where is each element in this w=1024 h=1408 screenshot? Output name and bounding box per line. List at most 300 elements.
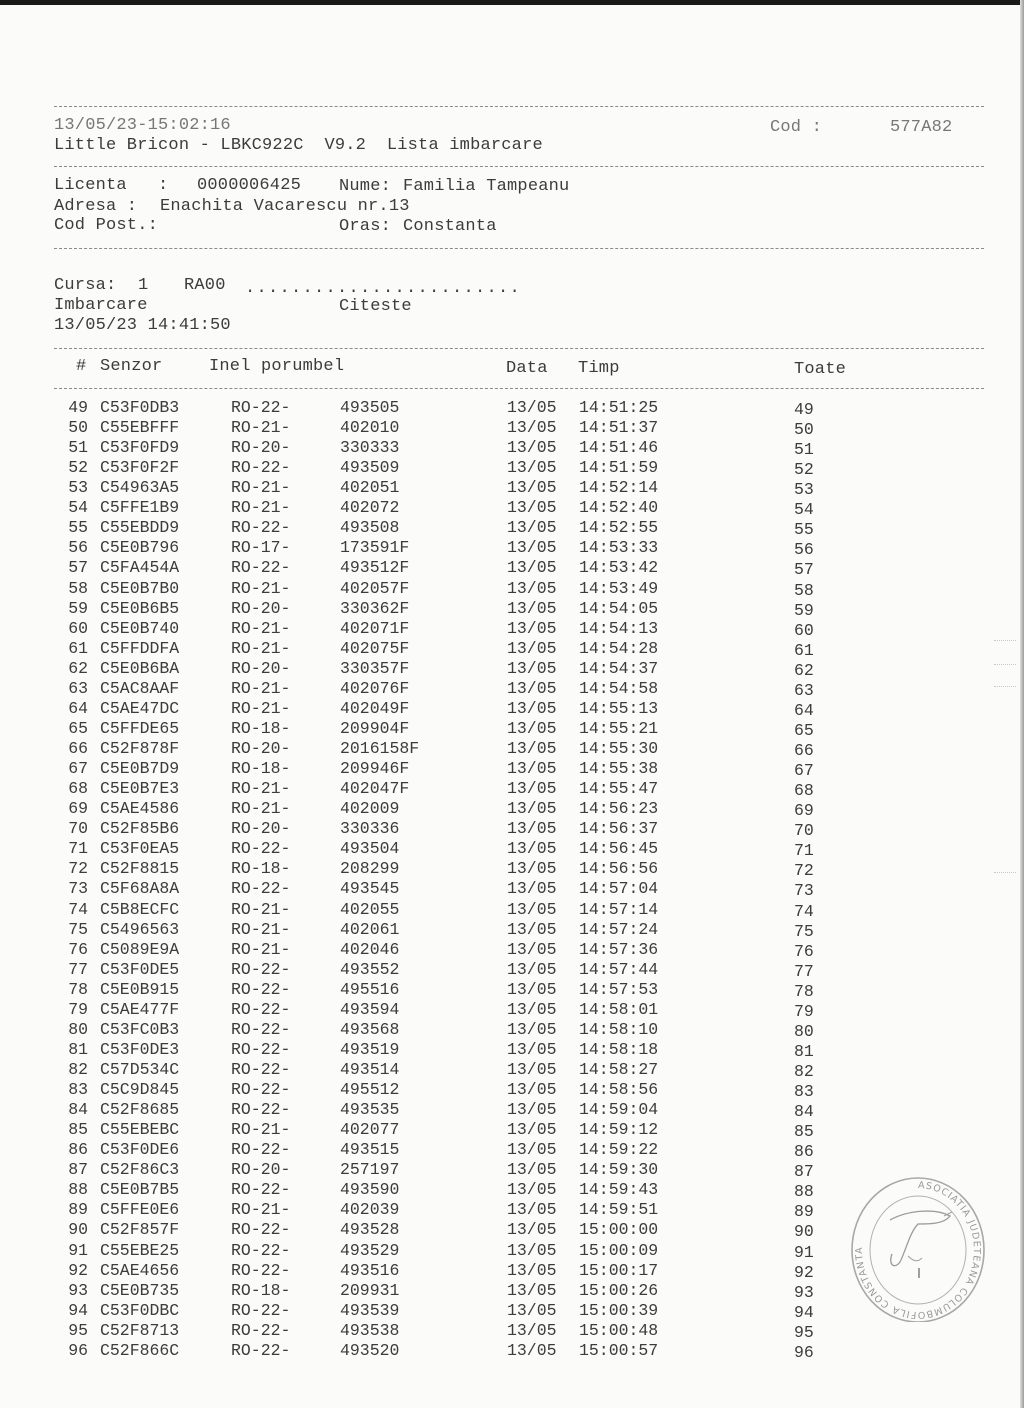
ring-prefix: RO-20- xyxy=(231,739,291,759)
arrival-date: 13/05 xyxy=(507,959,557,979)
ring-prefix: RO-22- xyxy=(231,1260,291,1280)
sensor-id: C52F8815 xyxy=(100,859,180,879)
col-header-number: # xyxy=(76,357,87,376)
ring-prefix: RO-20- xyxy=(231,819,291,839)
ring-number: 402057F xyxy=(340,578,410,598)
ring-number: 493545 xyxy=(340,879,400,899)
ring-number: 402010 xyxy=(340,418,400,438)
race-code: RA00 xyxy=(184,276,226,295)
total-count: 53 xyxy=(794,480,814,500)
sensor-id: C5FFDDFA xyxy=(100,638,180,658)
ring-prefix: RO-22- xyxy=(231,558,291,578)
sensor-id: C5E0B735 xyxy=(100,1280,180,1300)
total-count: 72 xyxy=(794,861,814,881)
table-row xyxy=(0,1080,1024,1100)
table-row xyxy=(0,819,1024,839)
total-count: 69 xyxy=(794,801,814,821)
ring-number: 402077 xyxy=(340,1120,400,1140)
arrival-date: 13/05 xyxy=(507,879,557,899)
arrival-date: 13/05 xyxy=(507,438,557,458)
ring-prefix: RO-22- xyxy=(231,518,291,538)
association-stamp xyxy=(848,1172,988,1322)
table-row xyxy=(0,1000,1024,1020)
ring-prefix: RO-21- xyxy=(231,418,291,438)
ring-number: 402055 xyxy=(340,899,400,919)
ring-prefix: RO-21- xyxy=(231,799,291,819)
row-number: 60 xyxy=(68,618,88,638)
oras-label: Oras: xyxy=(339,217,392,236)
sensor-id: C55EBFFF xyxy=(100,418,180,438)
row-number: 69 xyxy=(68,799,88,819)
arrival-date: 13/05 xyxy=(507,698,557,718)
ring-prefix: RO-22- xyxy=(231,1180,291,1200)
table-row xyxy=(0,458,1024,478)
ring-number: 173591F xyxy=(340,538,410,558)
ring-prefix: RO-20- xyxy=(231,658,291,678)
ring-prefix: RO-22- xyxy=(231,959,291,979)
arrival-date: 13/05 xyxy=(507,1100,557,1120)
sensor-id: C52F866C xyxy=(100,1340,180,1360)
row-number: 63 xyxy=(68,678,88,698)
table-row xyxy=(0,759,1024,779)
ring-number: 209946F xyxy=(340,759,410,779)
row-number: 81 xyxy=(68,1039,88,1059)
ring-prefix: RO-21- xyxy=(231,478,291,498)
row-number: 76 xyxy=(68,939,88,959)
arrival-date: 13/05 xyxy=(507,518,557,538)
sensor-id: C55EBE25 xyxy=(100,1240,180,1260)
ring-number: 493568 xyxy=(340,1019,400,1039)
oras-value: Constanta xyxy=(403,217,497,236)
total-count: 56 xyxy=(794,540,814,560)
row-number: 85 xyxy=(68,1120,88,1140)
total-count: 66 xyxy=(794,741,814,761)
sensor-id: C5AE47DC xyxy=(100,698,180,718)
total-count: 59 xyxy=(794,600,814,620)
row-number: 55 xyxy=(68,518,88,538)
arrival-time: 14:55:47 xyxy=(579,779,659,799)
row-number: 86 xyxy=(68,1140,88,1160)
cod-value: 577A82 xyxy=(890,118,953,137)
table-row xyxy=(0,839,1024,859)
arrival-time: 14:57:14 xyxy=(579,899,659,919)
ring-number: 493520 xyxy=(340,1340,400,1360)
sensor-id: C52F86C3 xyxy=(100,1160,180,1180)
arrival-date: 13/05 xyxy=(507,919,557,939)
arrival-date: 13/05 xyxy=(507,1300,557,1320)
table-row xyxy=(0,538,1024,558)
scan-speck xyxy=(994,664,1016,665)
ring-prefix: RO-21- xyxy=(231,618,291,638)
total-count: 86 xyxy=(794,1142,814,1162)
ring-number: 402051 xyxy=(340,478,400,498)
total-count: 51 xyxy=(794,440,814,460)
ring-prefix: RO-22- xyxy=(231,979,291,999)
sensor-id: C5FA454A xyxy=(100,558,180,578)
ring-number: 402071F xyxy=(340,618,410,638)
arrival-date: 13/05 xyxy=(507,1240,557,1260)
arrival-date: 13/05 xyxy=(507,1039,557,1059)
total-count: 74 xyxy=(794,901,814,921)
row-number: 72 xyxy=(68,859,88,879)
row-number: 67 xyxy=(68,759,88,779)
arrival-date: 13/05 xyxy=(507,498,557,518)
ring-prefix: RO-21- xyxy=(231,779,291,799)
arrival-time: 14:53:42 xyxy=(579,558,659,578)
row-number: 79 xyxy=(68,999,88,1019)
ring-number: 495516 xyxy=(340,979,400,999)
sensor-id: C5E0B7B5 xyxy=(100,1180,180,1200)
row-number: 59 xyxy=(68,598,88,618)
ring-prefix: RO-20- xyxy=(231,598,291,618)
arrival-date: 13/05 xyxy=(507,658,557,678)
ring-number: 493505 xyxy=(340,398,400,417)
total-count: 52 xyxy=(794,460,814,480)
arrival-date: 13/05 xyxy=(507,1180,557,1200)
col-header-data: Data xyxy=(506,359,548,378)
total-count: 61 xyxy=(794,640,814,660)
table-row xyxy=(0,940,1024,960)
row-number: 88 xyxy=(68,1180,88,1200)
sensor-id: C53F0DBC xyxy=(100,1300,180,1320)
ring-prefix: RO-18- xyxy=(231,859,291,879)
ring-number: 493515 xyxy=(340,1140,400,1160)
table-row xyxy=(0,1341,1024,1361)
cursa-label: Cursa: xyxy=(54,276,117,295)
arrival-time: 14:54:13 xyxy=(579,618,659,638)
ring-prefix: RO-21- xyxy=(231,638,291,658)
row-number: 84 xyxy=(68,1100,88,1120)
sensor-id: C52F8685 xyxy=(100,1100,180,1120)
arrival-date: 13/05 xyxy=(507,578,557,598)
ring-prefix: RO-21- xyxy=(231,578,291,598)
arrival-date: 13/05 xyxy=(507,638,557,658)
total-count: 68 xyxy=(794,781,814,801)
ring-prefix: RO-18- xyxy=(231,1280,291,1300)
arrival-time: 15:00:09 xyxy=(579,1240,659,1260)
row-number: 94 xyxy=(68,1300,88,1320)
arrival-date: 13/05 xyxy=(507,939,557,959)
ring-number: 493538 xyxy=(340,1320,400,1340)
arrival-time: 14:53:33 xyxy=(579,538,659,558)
arrival-date: 13/05 xyxy=(507,799,557,819)
total-count: 89 xyxy=(794,1202,814,1222)
arrival-time: 14:52:40 xyxy=(579,498,659,518)
race-dots: ........................ xyxy=(245,279,522,298)
arrival-time: 14:55:30 xyxy=(579,739,659,759)
table-row xyxy=(0,1020,1024,1040)
row-number: 80 xyxy=(68,1019,88,1039)
total-count: 93 xyxy=(794,1282,814,1302)
arrival-time: 14:59:22 xyxy=(579,1140,659,1160)
ring-prefix: RO-18- xyxy=(231,759,291,779)
arrival-date: 13/05 xyxy=(507,979,557,999)
ring-number: 493528 xyxy=(340,1220,400,1240)
table-row xyxy=(0,799,1024,819)
table-row xyxy=(0,1321,1024,1341)
arrival-date: 13/05 xyxy=(507,1340,557,1360)
sensor-id: C52F857F xyxy=(100,1220,180,1240)
ring-prefix: RO-21- xyxy=(231,498,291,518)
row-number: 68 xyxy=(68,779,88,799)
arrival-date: 13/05 xyxy=(507,899,557,919)
ring-number: 493539 xyxy=(340,1300,400,1320)
arrival-time: 14:57:36 xyxy=(579,939,659,959)
table-row xyxy=(0,1140,1024,1160)
separator-race xyxy=(54,348,984,349)
ring-number: 402009 xyxy=(340,799,400,819)
ring-number: 257197 xyxy=(340,1160,400,1180)
ring-number: 493509 xyxy=(340,458,400,478)
table-row xyxy=(0,619,1024,639)
ring-number: 402049F xyxy=(340,698,410,718)
total-count: 83 xyxy=(794,1082,814,1102)
total-count: 78 xyxy=(794,981,814,1001)
arrival-date: 13/05 xyxy=(507,1260,557,1280)
arrival-date: 13/05 xyxy=(507,458,557,478)
total-count: 94 xyxy=(794,1302,814,1322)
ring-prefix: RO-22- xyxy=(231,1320,291,1340)
ring-prefix: RO-22- xyxy=(231,1220,291,1240)
arrival-date: 13/05 xyxy=(507,538,557,558)
arrival-time: 14:57:44 xyxy=(579,959,659,979)
ring-prefix: RO-21- xyxy=(231,1200,291,1220)
arrival-time: 14:56:37 xyxy=(579,819,659,839)
sensor-id: C53F0DB3 xyxy=(100,398,180,417)
sensor-id: C5496563 xyxy=(100,919,180,939)
row-number: 53 xyxy=(68,478,88,498)
arrival-date: 13/05 xyxy=(507,819,557,839)
total-count: 80 xyxy=(794,1021,814,1041)
ring-number: 209904F xyxy=(340,718,410,738)
sensor-id: C5E0B915 xyxy=(100,979,180,999)
ring-prefix: RO-22- xyxy=(231,1240,291,1260)
nume-value: Familia Tampeanu xyxy=(403,177,570,196)
arrival-time: 14:59:12 xyxy=(579,1120,659,1140)
row-number: 62 xyxy=(68,658,88,678)
row-number: 83 xyxy=(68,1080,88,1100)
citeste-label: Citeste xyxy=(339,297,412,316)
arrival-date: 13/05 xyxy=(507,1080,557,1100)
ring-prefix: RO-22- xyxy=(231,398,291,417)
ring-prefix: RO-22- xyxy=(231,999,291,1019)
total-count: 58 xyxy=(794,580,814,600)
total-count: 50 xyxy=(794,420,814,440)
table-row xyxy=(0,478,1024,498)
sensor-id: C5E0B6BA xyxy=(100,658,180,678)
row-number: 89 xyxy=(68,1200,88,1220)
table-row xyxy=(0,699,1024,719)
row-number: 90 xyxy=(68,1220,88,1240)
row-number: 93 xyxy=(68,1280,88,1300)
scan-speck xyxy=(994,640,1016,641)
row-number: 87 xyxy=(68,1160,88,1180)
table-row xyxy=(0,518,1024,538)
arrival-time: 14:55:38 xyxy=(579,759,659,779)
sensor-id: C5E0B6B5 xyxy=(100,598,180,618)
sensor-id: C52F85B6 xyxy=(100,819,180,839)
sensor-id: C53FC0B3 xyxy=(100,1019,180,1039)
arrival-time: 14:57:04 xyxy=(579,879,659,899)
col-header-toate: Toate xyxy=(794,360,847,379)
total-count: 79 xyxy=(794,1001,814,1021)
row-number: 61 xyxy=(68,638,88,658)
adresa-value: Enachita Vacarescu nr.13 xyxy=(160,197,410,216)
arrival-date: 13/05 xyxy=(507,1019,557,1039)
row-number: 91 xyxy=(68,1240,88,1260)
total-count: 92 xyxy=(794,1262,814,1282)
total-count: 70 xyxy=(794,821,814,841)
ring-prefix: RO-21- xyxy=(231,1120,291,1140)
row-number: 70 xyxy=(68,819,88,839)
ring-number: 493552 xyxy=(340,959,400,979)
ring-prefix: RO-22- xyxy=(231,879,291,899)
print-timestamp: 13/05/23-15:02:16 xyxy=(54,116,231,135)
ring-prefix: RO-21- xyxy=(231,698,291,718)
sensor-id: C5E0B7B0 xyxy=(100,578,180,598)
row-number: 74 xyxy=(68,899,88,919)
ring-number: 493516 xyxy=(340,1260,400,1280)
arrival-date: 13/05 xyxy=(507,418,557,438)
nume-label: Nume: xyxy=(339,177,392,196)
row-number: 58 xyxy=(68,578,88,598)
arrival-date: 13/05 xyxy=(507,1320,557,1340)
arrival-date: 13/05 xyxy=(507,739,557,759)
arrival-time: 14:59:04 xyxy=(579,1100,659,1120)
arrival-time: 14:58:56 xyxy=(579,1080,659,1100)
row-number: 96 xyxy=(68,1340,88,1360)
arrival-date: 13/05 xyxy=(507,478,557,498)
total-count: 67 xyxy=(794,761,814,781)
arrival-time: 14:53:49 xyxy=(579,578,659,598)
sensor-id: C53F0DE6 xyxy=(100,1140,180,1160)
total-count: 60 xyxy=(794,620,814,640)
sensor-id: C5FFE1B9 xyxy=(100,498,180,518)
arrival-date: 13/05 xyxy=(507,859,557,879)
sensor-id: C5089E9A xyxy=(100,939,180,959)
sensor-id: C55EBDD9 xyxy=(100,518,180,538)
row-number: 50 xyxy=(68,418,88,438)
sensor-id: C5B8ECFC xyxy=(100,899,180,919)
table-row xyxy=(0,1100,1024,1120)
cursa-value: 1 xyxy=(138,276,149,295)
sensor-id: C5AC8AAF xyxy=(100,678,180,698)
total-count: 64 xyxy=(794,700,814,720)
arrival-date: 13/05 xyxy=(507,678,557,698)
arrival-date: 13/05 xyxy=(507,558,557,578)
ring-number: 402039 xyxy=(340,1200,400,1220)
ring-prefix: RO-18- xyxy=(231,718,291,738)
total-count: 73 xyxy=(794,881,814,901)
total-count: 76 xyxy=(794,941,814,961)
row-number: 78 xyxy=(68,979,88,999)
arrival-date: 13/05 xyxy=(507,779,557,799)
arrival-date: 13/05 xyxy=(507,1120,557,1140)
arrival-time: 15:00:00 xyxy=(579,1220,659,1240)
sensor-id: C5AE4656 xyxy=(100,1260,180,1280)
sensor-id: C54963A5 xyxy=(100,478,180,498)
total-count: 95 xyxy=(794,1322,814,1342)
arrival-time: 14:52:14 xyxy=(579,478,659,498)
licenta-label: Licenta : xyxy=(54,176,169,195)
ring-number: 402046 xyxy=(340,939,400,959)
arrival-time: 14:55:13 xyxy=(579,698,659,718)
ring-number: 493594 xyxy=(340,999,400,1019)
arrival-time: 14:55:21 xyxy=(579,718,659,738)
ring-prefix: RO-21- xyxy=(231,899,291,919)
sensor-id: C53F0DE3 xyxy=(100,1039,180,1059)
ring-number: 402076F xyxy=(340,678,410,698)
total-count: 96 xyxy=(794,1342,814,1362)
ring-number: 402047F xyxy=(340,779,410,799)
ring-number: 330357F xyxy=(340,658,410,678)
arrival-date: 13/05 xyxy=(507,398,557,417)
ring-number: 208299 xyxy=(340,859,400,879)
total-count: 90 xyxy=(794,1222,814,1242)
ring-prefix: RO-20- xyxy=(231,1160,291,1180)
svg-text:ASOCIATIA JUDETEANA COLUMBOFIL xyxy=(854,1180,982,1320)
ring-number: 2016158F xyxy=(340,739,420,759)
col-header-inel: Inel porumbel xyxy=(209,357,345,376)
row-number: 73 xyxy=(68,879,88,899)
sensor-id: C5FFDE65 xyxy=(100,718,180,738)
sensor-id: C52F8713 xyxy=(100,1320,180,1340)
stamp-text: ASOCIATIA JUDETEANA COLUMBOFILA CONSTANTA xyxy=(853,1179,983,1321)
ring-number: 330362F xyxy=(340,598,410,618)
scan-speck xyxy=(994,686,1016,687)
adresa-label: Adresa : xyxy=(54,197,138,216)
imbarcare-datetime: 13/05/23 14:41:50 xyxy=(54,316,231,335)
imbarcare-label: Imbarcare xyxy=(54,296,148,315)
total-count: 57 xyxy=(794,560,814,580)
total-count: 91 xyxy=(794,1242,814,1262)
col-header-timp: Timp xyxy=(578,359,620,378)
table-row xyxy=(0,418,1024,438)
ring-number: 493590 xyxy=(340,1180,400,1200)
arrival-time: 14:51:46 xyxy=(579,438,659,458)
cod-post-label: Cod Post.: xyxy=(54,216,159,235)
arrival-time: 14:58:18 xyxy=(579,1039,659,1059)
ring-prefix: RO-22- xyxy=(231,1080,291,1100)
table-row xyxy=(0,920,1024,940)
arrival-date: 13/05 xyxy=(507,839,557,859)
total-count: 62 xyxy=(794,660,814,680)
total-count: 84 xyxy=(794,1102,814,1122)
table-row xyxy=(0,960,1024,980)
table-row xyxy=(0,398,1024,418)
scan-top-edge xyxy=(0,0,1024,5)
table-row xyxy=(0,1060,1024,1080)
arrival-date: 13/05 xyxy=(507,759,557,779)
arrival-time: 14:54:58 xyxy=(579,678,659,698)
separator-columns xyxy=(54,388,984,389)
total-count: 63 xyxy=(794,680,814,700)
table-row xyxy=(0,1040,1024,1060)
ring-number: 330336 xyxy=(340,819,400,839)
sensor-id: C53F0F2F xyxy=(100,458,180,478)
sensor-id: C5AE477F xyxy=(100,999,180,1019)
arrival-date: 13/05 xyxy=(507,718,557,738)
ring-prefix: RO-21- xyxy=(231,939,291,959)
total-count: 49 xyxy=(794,400,814,419)
sensor-id: C5E0B7E3 xyxy=(100,779,180,799)
arrival-date: 13/05 xyxy=(507,999,557,1019)
table-row xyxy=(0,558,1024,578)
row-number: 95 xyxy=(68,1320,88,1340)
sensor-id: C53F0FD9 xyxy=(100,438,180,458)
row-number: 82 xyxy=(68,1059,88,1079)
sensor-id: C5E0B796 xyxy=(100,538,180,558)
